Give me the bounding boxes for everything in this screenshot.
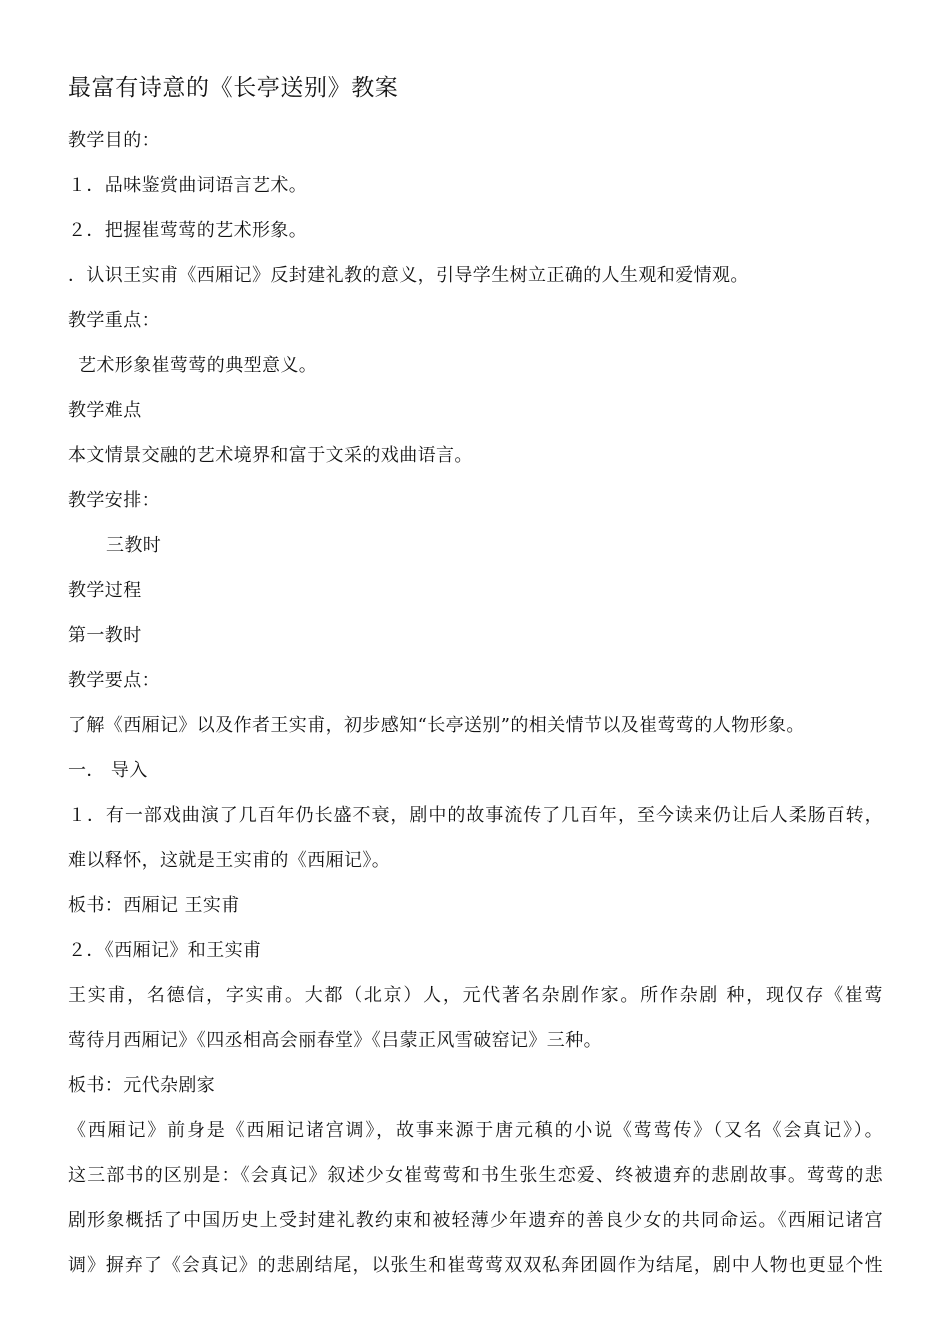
intro-paragraph-2-line-2: 莺待月西厢记》《四丞相高会丽春堂》《吕蒙正风雪破窑记》三种。 — [68, 1030, 602, 1051]
key-points-heading: 教学重点： — [68, 310, 160, 331]
process-heading: 教学过程 — [68, 580, 142, 601]
intro-paragraph-1-line-2: 难以释怀，这就是王实甫的《西厢记》。 — [68, 850, 391, 871]
intro-paragraph-1-line-1: １．有一部戏曲演了几百年仍长盛不衰，剧中的故事流传了几百年，至今读来仍让后人柔肠百转， — [68, 805, 883, 826]
arrangement-text: 三教时 — [106, 535, 162, 556]
intro-paragraph-2-line-1: 王实甫，名德信，字实甫。大都（北京）人，元代著名杂剧作家。所作杂剧 种，现仅存《崔莺 — [68, 985, 883, 1006]
difficulty-text: 本文情景交融的艺术境界和富于文采的戏曲语言。 — [68, 445, 473, 466]
intro-paragraph-3-line-4: 调》摒弃了《会真记》的悲剧结尾，以张生和崔莺莺双双私奔团圆作为结尾，剧中人物也更显个性 — [68, 1255, 883, 1276]
arrangement-heading: 教学安排： — [68, 490, 160, 511]
objective-item-3: ．认识王实甫《西厢记》反封建礼教的意义，引导学生树立正确的人生观和爱情观。 — [68, 265, 749, 286]
intro-paragraph-3-line-3: 剧形象概括了中国历史上受封建礼教约束和被轻薄少年遗弃的善良少女的共同命运。《西厢记诸宫 — [68, 1210, 883, 1231]
essentials-heading: 教学要点： — [68, 670, 160, 691]
objectives-heading: 教学目的： — [68, 130, 160, 151]
objective-item-1: １．品味鉴赏曲词语言艺术。 — [68, 175, 308, 196]
board-note-1: 板书：西厢记 王实甫 — [68, 895, 240, 916]
intro-paragraph-3-line-1: 《西厢记》前身是《西厢记诸宫调》，故事来源于唐元稹的小说《莺莺传》（又名《会真记》）。 — [68, 1120, 883, 1141]
objective-item-2: ２．把握崔莺莺的艺术形象。 — [68, 220, 308, 241]
document-title: 最富有诗意的《长亭送别》教案 — [68, 75, 399, 101]
session-heading: 第一教时 — [68, 625, 142, 646]
intro-paragraph-2-heading: ２．《西厢记》和王实甫 — [68, 940, 262, 961]
intro-paragraph-3-line-2: 这三部书的区别是：《会真记》叙述少女崔莺莺和书生张生恋爱、终被遗弃的悲剧故事。莺莺的悲 — [68, 1165, 883, 1186]
intro-heading: 一． 导入 — [68, 760, 148, 781]
board-note-2: 板书：元代杂剧家 — [68, 1075, 216, 1096]
essentials-text: 了解《西厢记》以及作者王实甫，初步感知“长亭送别”的相关情节以及崔莺莺的人物形象。 — [68, 715, 805, 736]
key-points-text: 艺术形象崔莺莺的典型意义。 — [78, 355, 318, 376]
difficulty-heading: 教学难点 — [68, 400, 142, 421]
